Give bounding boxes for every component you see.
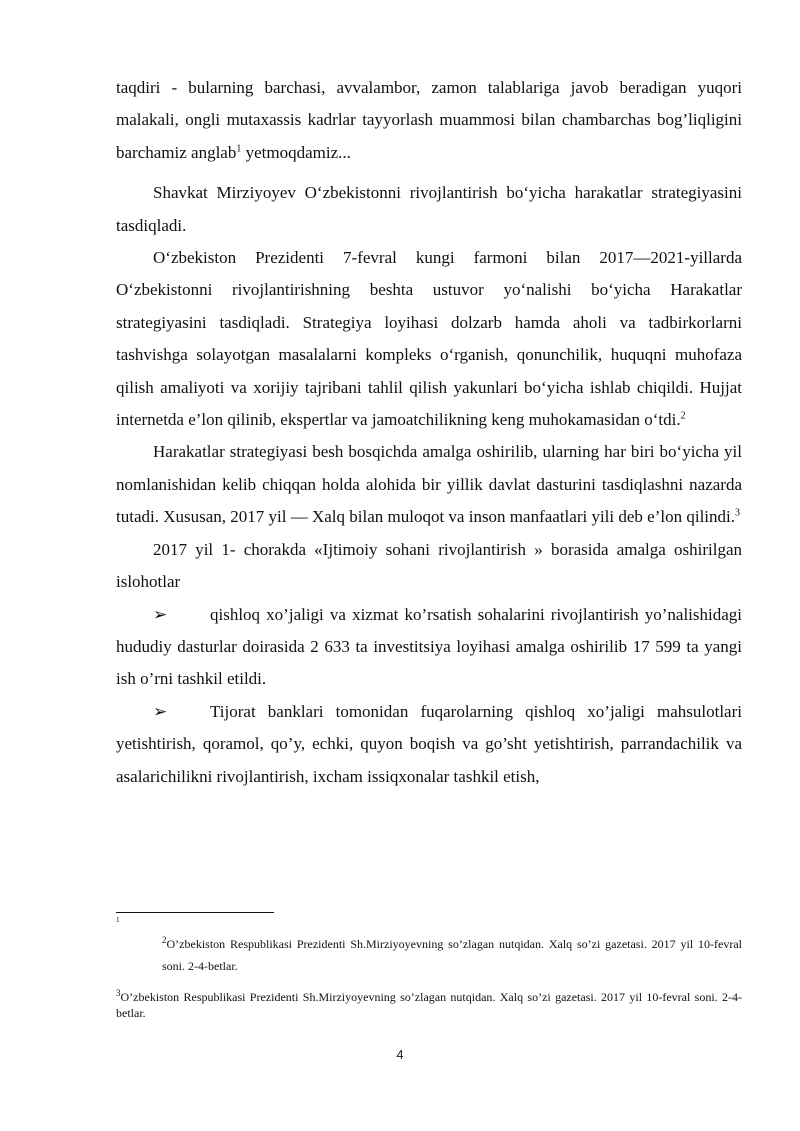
footnote-separator — [116, 912, 274, 913]
footnotes-section — [116, 912, 742, 1021]
paragraph-continuation — [116, 72, 742, 169]
bullet-item-investment — [116, 599, 742, 696]
arrow-bullet-icon: ➢ — [153, 604, 168, 624]
arrow-bullet-icon: ➢ — [153, 701, 168, 721]
footnote-ref-2: 2 — [680, 410, 686, 422]
footnote-3-mark: 3 — [116, 988, 121, 998]
bullet-text: Tijorat banklari tomonidan fuqarolarning qishloq xo’jaligi mahsulotlari yetishtirish, qoramol, qo’y, echki, quyon boqish va go’sht yetishtirish, parrandachilik va asalarichilikni rivojlantirish, ixcham issiqxonalar tashkil etish, — [116, 701, 742, 786]
bullet-text: qishloq xo’jaligi va xizmat ko’rsatish sohalarini rivojlantirish yo’nalishidagi hududiy dasturlar doirasida 2 633 ta investitsiya loyihasi amalga oshirilib 17 599 ta yangi ish o’rni tashkil etildi. — [116, 604, 742, 689]
footnote-2 — [162, 933, 742, 977]
footnote-ref-3: 3 — [735, 507, 740, 519]
paragraph-text: O‘zbekiston Prezidenti 7-fevral kungi farmoni bilan 2017—2021-yillarda O‘zbekistonni rivojlantirishning beshta ustuvor yo‘nalishi bo‘yicha Harakatlar strategiyasini tasdiqladi. Strategiya loyihasi dolzarb hamda aholi va tadbirkorlarni tashvishga solayotgan masalalarni kompleks o‘rganish, qonunchilik, huquqni muhofaza qilish amaliyoti va xorijiy tajribani tahlil qilish yakunlari bo‘yicha ishlab chiqildi. Hujjat internetda e’lon qilinib, ekspertlar va jamoatchilikning keng muhokamasidan o‘tdi. — [116, 248, 742, 430]
paragraph-strategy-approved: Shavkat Mirziyoyev O‘zbekistonni rivojlantirish bo‘yicha harakatlar strategiyasini tasdiqladi. — [116, 183, 742, 235]
paragraph-president-decree — [116, 242, 742, 436]
paragraph-five-stages — [116, 436, 742, 533]
footnote-3 — [116, 989, 742, 1021]
page-number: 4 — [396, 1047, 404, 1062]
body-text — [116, 72, 742, 793]
footnote-ref-1: 1 — [236, 143, 242, 155]
footnote-2-text: O’zbekiston Respublikasi Prezidenti Sh.Mirziyoyevning so’zlagan nutqidan. Xalq so’zi gazetasi. 2017 yil 10-fevral soni. 2-4-betlar. — [162, 937, 742, 973]
paragraph-text: taqdiri - bularning barchasi, avvalambor, zamon talablariga javob beradigan yuqori malakali, ongli mutaxassis kadrlar tayyorlash muammosi bilan chambarchas bog’liqligini barchamiz anglab — [116, 78, 742, 162]
paragraph-text-tail: yetmoqdamiz... — [241, 142, 351, 162]
bullet-item-banks — [116, 696, 742, 793]
paragraph-reforms-heading: 2017 yil 1- chorakda «Ijtimoiy sohani rivojlantirish » borasida amalga oshirilgan islohotlar — [116, 539, 742, 592]
footnote-2-mark: 2 — [162, 935, 167, 945]
footnote-3-text: O’zbekiston Respublikasi Prezidenti Sh.Mirziyoyevning so’zlagan nutqidan. Xalq so’zi gazetasi. 2017 yil 10-fevral soni. 2-4-betlar. — [116, 990, 742, 1020]
footnote-1-mark: 1 — [116, 916, 120, 924]
paragraph-text: Harakatlar strategiyasi besh bosqichda amalga oshirilib, ularning har biri bo‘yicha yil nomlanishidan kelib chiqqan holda alohida bir yillik davlat dasturini tasdiqlashni nazarda tutadi. Xususan, 2017 yil — Xalq bilan muloqot va inson manfaatlari yili deb e’lon qilindi. — [116, 442, 742, 527]
